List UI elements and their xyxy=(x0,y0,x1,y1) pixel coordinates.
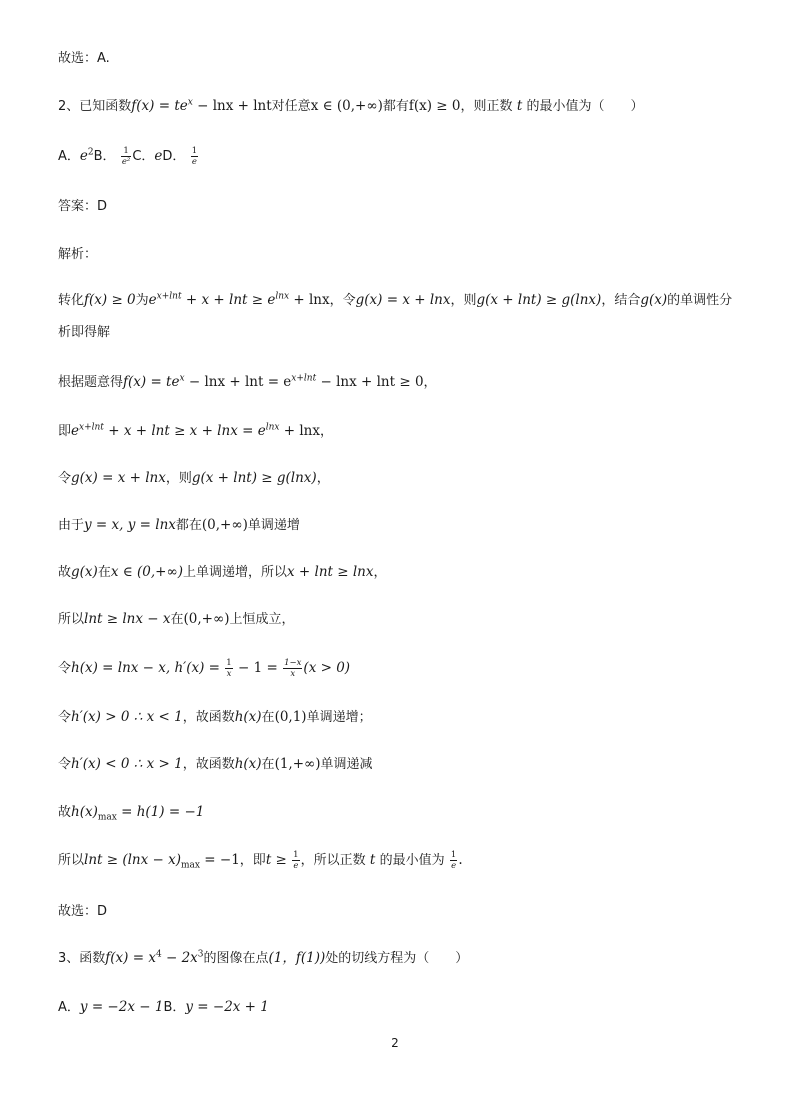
question-3-text: 3、函数$f(x) = x^4 - 2x^3$的图像在点(1，f(1))处的切线方程为（ ） xyxy=(58,949,469,966)
solution-step-10: 故$h(x)_{max} = h(1) = -1$ xyxy=(58,804,205,823)
fraction: $\frac{1}{e}$ xyxy=(293,850,299,871)
solution-step-6: 所以lnt ≥ lnx − x在(0,+∞)上恒成立， xyxy=(58,611,295,627)
fraction: $\frac{1}{\text{e²}}$ xyxy=(121,146,131,167)
page-number: 2 xyxy=(391,1036,399,1050)
solution-step-3: 令g(x) = x + lnx，则g(x + lnt) ≥ g(lnx)， xyxy=(58,470,330,486)
answer-line: 答案：D xyxy=(58,199,108,214)
answer-choice-line: 故选：D xyxy=(58,904,108,919)
fraction: $\frac{1}{e}$ xyxy=(191,146,198,167)
solution-step-9: 令h′(x) < 0 ∴ x > 1，故函数h(x)在(1,+∞)单调递减 xyxy=(58,756,373,772)
solution-step-1: 根据题意得$f(x) = te^x - \ln x + \ln t = e^{x+lnt} - \ln x + \ln t \ge 0$， xyxy=(58,373,437,390)
answer-choice-line: 故选：A. xyxy=(58,51,110,66)
fraction: $\frac{1}{x}$ xyxy=(226,658,232,679)
analysis-summary-line-2: 析即得解 xyxy=(58,325,111,340)
solution-step-8: 令h′(x) > 0 ∴ x < 1，故函数h(x)在(0,1)单调递增； xyxy=(58,709,372,725)
fraction: $\frac{1}{e}$ xyxy=(450,850,457,871)
solution-step-4: 由于y = x, y = lnx都在(0,+∞)单调递增 xyxy=(58,517,300,533)
solution-step-2: 即$e^{x+lnt} + x + \ln t \ge x + \ln x = e^{lnx} + \ln x$， xyxy=(58,422,333,439)
analysis-summary-line-1: 转化f(x) ≥ 0为$e^{x+lnt} + x + \ln t \ge e^{lnx} + \ln x$，令g(x) = x + lnx，则g(x + lnt) ≥ g(lnx)，结合g(x)的单调性分 xyxy=(58,291,733,308)
question-2-options: A．$e^2B$． $\frac{1}{\text{e²}}$ C．eD． $\frac{1}{e}$ xyxy=(58,146,198,167)
question-3-options: A．y = −2x − 1B．y = −2x + 1 xyxy=(58,999,269,1015)
solution-conclusion: 所以$\ln t \ge (\ln x - x)_{max} = -1$，即t ≥ $\frac{1}{e}$ ，所以正数 t 的最小值为 $\frac{1}{e}$ . xyxy=(58,850,463,871)
solution-step-7: 令h(x) = lnx − x, h′(x) = $\frac{1}{x}$ − 1 = $\frac{1-x}{x}$ (x > 0) xyxy=(58,658,351,679)
analysis-heading: 解析： xyxy=(58,247,98,262)
question-2-text: 2、已知函数$f(x) = te^x - \ln x + \ln t$对任意x ∈ (0,+∞)都有f(x) ≥ 0，则正数 t 的最小值为（ ） xyxy=(58,97,644,114)
solution-step-5: 故g(x)在x ∈ (0,+∞)上单调递增，所以x + lnt ≥ lnx， xyxy=(58,564,387,580)
fraction: $\frac{1-x}{x}$ xyxy=(284,658,302,679)
